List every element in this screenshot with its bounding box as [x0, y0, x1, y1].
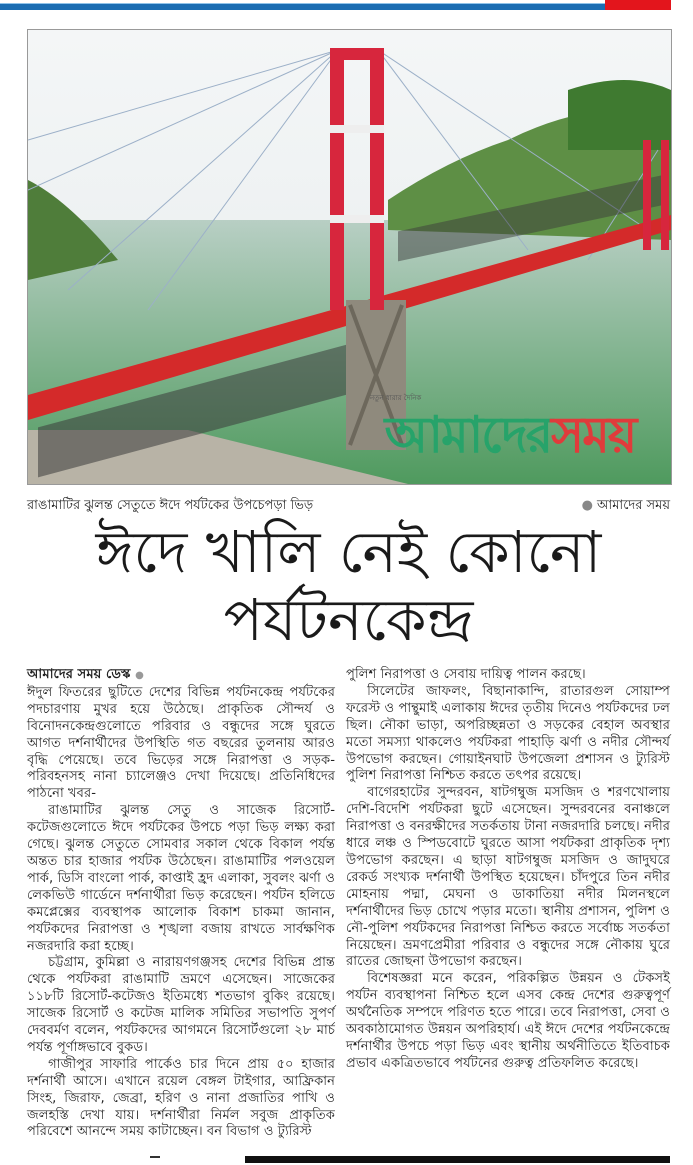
bottom-rule-fragment — [150, 1156, 160, 1165]
paragraph: পুলিশ নিরাপত্তা ও সেবায় দায়িত্ব পালন করছে। — [346, 667, 586, 682]
photo-caption-row — [27, 496, 670, 517]
watermark-part-2: সময় — [551, 406, 636, 464]
photo-caption: রাঙামাটির ঝুলন্ত সেতুতে ঈদে পর্যটকের উপচেপড়া ভিড় — [27, 498, 314, 513]
article-column-2 — [346, 667, 670, 1073]
watermark-tagline: নতুন ধারার দৈনিক — [370, 394, 422, 402]
headline-line-2: পর্যটনকেন্দ্র — [223, 586, 474, 654]
bullet-icon: ● — [135, 670, 144, 681]
paragraph: রাঙামাটির ঝুলন্ত সেতু ও সাজেক রিসোর্ট-কটেজগুলোতে ঈদে পর্যটকের উপচে পড়া ভিড় লক্ষ্য করা গেছে। ঝুলন্ত সেতুতে সোমবার সকাল থেকে বিকাল পর্যন্ত অন্তত চার হাজার পর্যটক উঠেছেন। রাঙামাটির পলওয়েল পার্ক, ডিসি বাংলো পার্ক, কাপ্তাই হ্রদ এলাকা, সুবলং ঝর্ণা ও লেকভিউ গার্ডেনে দর্শনার্থীরা ভিড় করেছেন। পর্যটন হলিডে কমপ্লেক্সের ব্যবস্থাপক আলোক বিকাশ চাকমা জানান, পর্যটকদের নিরাপত্তা ও শৃঙ্খলা বজায় রাখতে সার্বক্ষণিক নজরদারি করা হচ্ছে। — [27, 803, 335, 954]
header-red-block — [605, 0, 671, 10]
headline — [27, 518, 670, 654]
photo-credit: ● আমাদের সময় — [582, 496, 670, 517]
byline — [27, 667, 335, 685]
paragraph: গাজীপুর সাফারি পার্কেও চার দিনে প্রায় ৫০ হাজার দর্শনার্থী আসে। এখানে রয়েল বেঙ্গল টাইগার, আফ্রিকান সিংহ, জিরাফ, জেব্রা, হরিণ ও নানা প্রজাতির পাখি ও জলহস্তি দেখা যায়। দর্শনার্থীরা নির্মল সবুজ প্রাকৃতিক পরিবেশে আনন্দে সময় কাটাচ্ছেন। বন বিভাগ ও ট্যুরিস্ট — [27, 1056, 335, 1140]
headline-line-1: ঈদে খালি নেই কোনো — [95, 518, 602, 586]
paragraph: সিলেটের জাফলং, বিছানাকান্দি, রাতারগুল সোয়াম্প ফরেস্ট ও পান্থুমাই এলাকায় ঈদের তৃতীয় দিনেও পর্যটকদের ঢল ছিল। নৌকা ভাড়া, অপরিচ্ছন্নতা ও সড়কের বেহাল অবস্থার মতো সমস্যা থাকলেও পর্যটকরা পাহাড়ি ঝর্ণা ও নদীর সৌন্দর্য উপভোগ করছেন। গোয়াইনঘাট উপজেলা প্রশাসন ও ট্যুরিস্ট পুলিশ নিরাপত্তা নিশ্চিত করতে তৎপর রয়েছে। — [346, 683, 670, 784]
paragraph: বাগেরহাটের সুন্দরবন, ষাটগম্বুজ মসজিদ ও শরণখোলায় দেশি-বিদেশি পর্যটকরা ছুটে এসেছেন। সুন্দরবনের বনাঞ্চলে নিরাপত্তা ও বনরক্ষীদের সতর্কতায় টানা নজরদারি চলছে। নদীর ধারে লঞ্চ ও স্পিডবোটে ঘুরতে আসা পর্যটকরা প্রাকৃতিক দৃশ্য উপভোগ করছেন। এ ছাড়া ষাটগম্বুজ মসজিদ ও জাদুঘরে রেকর্ড সংখ্যক দর্শনার্থী উপস্থিত হয়েছেন। চাঁদপুরে তিন নদীর মোহনায় পদ্মা, মেঘনা ও ডাকাতিয়া নদীর মিলনস্থলে দর্শনার্থীদের ভিড় চোখে পড়ার মতো। স্থানীয় প্রশাসন, পুলিশ ও নৌ-পুলিশ পর্যটকদের নিরাপত্তা নিশ্চিত করতে সর্বোচ্চ সতর্কতা নিয়েছেন। ভ্রমণপ্রেমীরা পরিবার ও বন্ধুদের সঙ্গে নৌকায় ঘুরে রাতের জোছনা উপভোগ করছেন। — [346, 785, 670, 970]
article-column-1 — [27, 667, 335, 1141]
adjacent-column-fragment — [0, 215, 10, 1155]
news-photo-suspension-bridge — [27, 29, 672, 485]
paragraph: চট্টগ্রাম, কুমিল্লা ও নারায়ণগঞ্জসহ দেশের বিভিন্ন প্রান্ত থেকে পর্যটকরা রাঙামাটি ভ্রমণে এসেছেন। সাজেকের ১১৮টি রিসোর্ট-কটেজও ইতিমধ্যে শতভাগ বুকিং রয়েছে। সাজেক রিসোর্ট ও কটেজ মালিক সমিতির সভাপতি সুপর্ণ দেববর্মণ বলেন, পর্যটকদের আগমনে রিসোর্টগুলো ২৮ মার্চ পর্যন্ত পূর্ণাঙ্গভাবে বুকড। — [27, 955, 335, 1055]
byline-text: আমাদের সময় ডেস্ক — [27, 667, 131, 682]
paragraph: বিশেষজ্ঞরা মনে করেন, পরিকল্পিত উন্নয়ন ও টেকসই পর্যটন ব্যবস্থাপনা নিশ্চিত হলে এসব কেন্দ্র দেশের গুরুত্বপূর্ণ অর্থনৈতিক সম্পদে পরিণত হতে পারে। তবে নিরাপত্তা, সেবা ও অবকাঠামোগত উন্নয়ন অপরিহার্য। এই ঈদে দেশের পর্যটনকেন্দ্রে দর্শনার্থীর উপচে পড়া ভিড় এবং স্থানীয় অর্থনীতিতে ইতিবাচক প্রভাব একত্রিতভাবে পর্যটনের গুরুত্ব প্রতিফলিত করেছে। — [346, 971, 670, 1071]
paragraph: ঈদুল ফিতরের ছুটিতে দেশের বিভিন্ন পর্যটনকেন্দ্র পর্যটকের পদচারণায় মুখর হয়ে উঠেছে। প্রাকৃতিক সৌন্দর্য ও বিনোদনকেন্দ্রগুলোতে পরিবার ও বন্ধুদের সঙ্গে ঘুরতে আগত দর্শনার্থীদের উপস্থিতি গত বছরের তুলনায় আরও বৃদ্ধি পেয়েছে। তবে ভিড়ের সঙ্গে নিরাপত্তা ও সড়ক-পরিবহনসহ নানা চ্যালেঞ্জও দেখা দিয়েছে। প্রতিনিধিদের পাঠনো খবর- — [27, 684, 335, 802]
header-rule — [0, 4, 605, 10]
watermark-part-1: আমাদের — [384, 406, 552, 464]
bottom-black-bar — [245, 1156, 670, 1163]
